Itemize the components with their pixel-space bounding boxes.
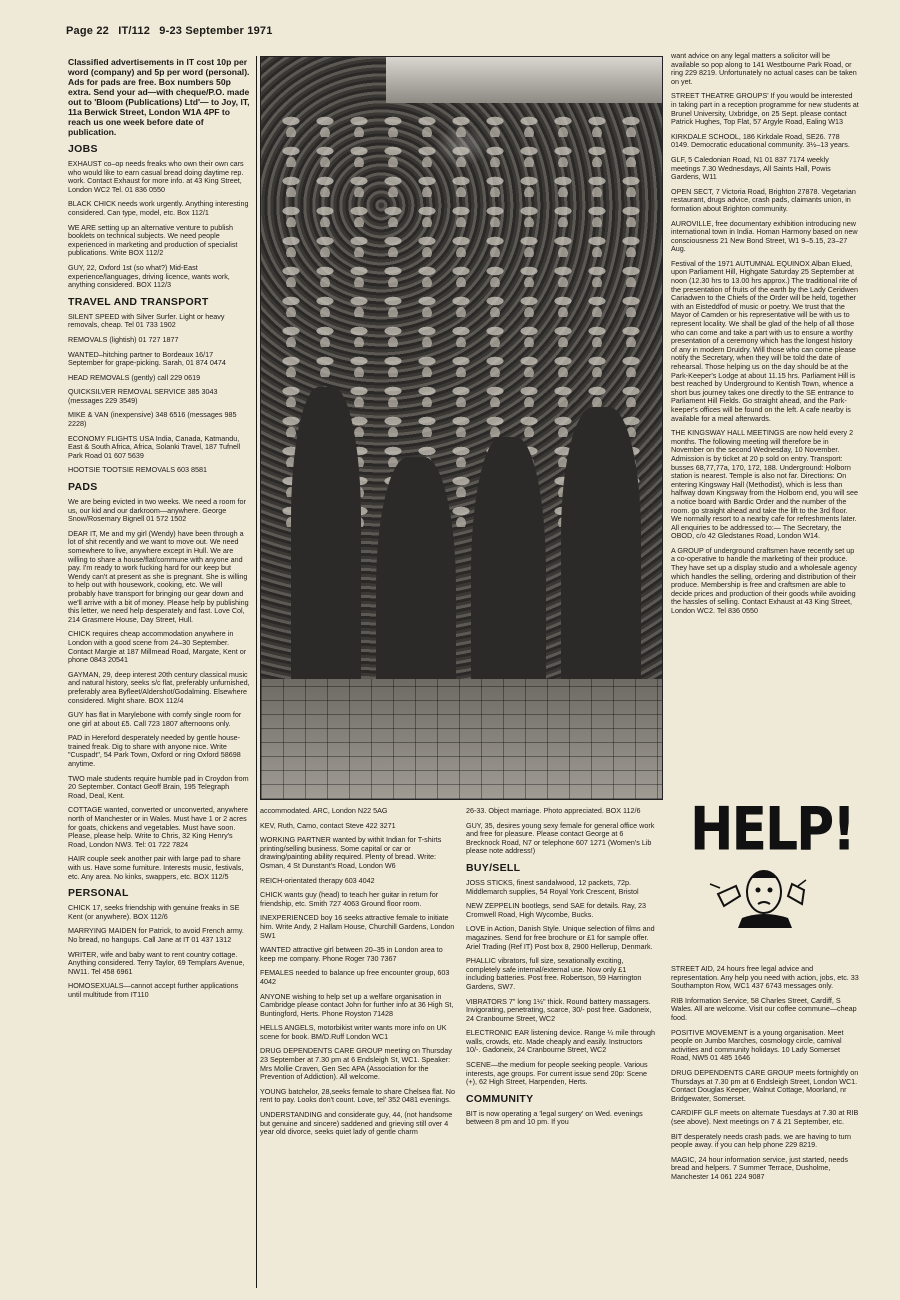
ad-item: WANTED attractive girl between 20–35 in London area to keep me company. Phone Roger 730 7367 xyxy=(260,945,443,963)
ad-item: JOSS STICKS, finest sandalwood, 12 packets, 72p. Middlemarch supplies, 54 Royal York Crescent, Bristol xyxy=(466,877,639,896)
section-heading-pads: PADS xyxy=(68,481,98,494)
ad-item: We are being evicted in two weeks. We need a room for us, our kid and our darkroom—anywhere. George Snow/Rosemary Bignell 01 572 1502 xyxy=(68,497,246,524)
ad-item: KEV, Ruth, Camo, contact Steve 422 3271 xyxy=(260,820,396,830)
ad-item: SILENT SPEED with Silver Surfer. Light or heavy removals, cheap. Tel 01 733 1902 xyxy=(68,311,225,330)
ad-item: GAYMAN, 29, deep interest 20th century classical music and natural history, seeks s/c flat, preferably unfurnished, preferably area Byfleet/Aldershot/Godalming. Elsewhere considered. Might share. BOX 112/4 xyxy=(68,669,250,705)
crowd-photograph xyxy=(260,56,663,800)
ad-item: A GROUP of underground craftsmen have recently set up a co-operative to handle the marketing of their produce. They have set up a display studio and a wholesale agency which handles the selling, ordering and distribution of their produce. Membership is free and craftsmen are able to decide prices and production of their goods while avoiding the hassles of selling. Contact Exhaust at 43 King Street, London WC2. Tel 836 0550 xyxy=(671,545,857,616)
ad-item: LOVE in Action, Danish Style. Unique selection of films and magazines. Send for free brochure or £1 for sample offer. Ariel Trading (Ref IT) Post box 8, 2900 Hellerup, Denmark. xyxy=(466,924,655,951)
ad-item: YOUNG batchelor, 28,seeks female to share Chelsea flat. No rent to pay. Looks don't count. Love, tel' 352 0481 evenings. xyxy=(260,1086,455,1105)
ad-item: WE ARE setting up an alternative venture to publish booklets on technical subjects. We need people experienced in marketing and production of specialist publications. Write BOX 112/2 xyxy=(68,222,238,258)
section-heading-personal: PERSONAL xyxy=(68,887,129,900)
ad-item: want advice on any legal matters a solicitor will be available so pop along to 141 Westbourne Park Road, or ring 229 8219. Unfortunately no actual cases can be taken on yet. xyxy=(671,52,857,86)
ad-item: CHICK requires cheap accommodation anywhere in London with a good scene from 24–30 September. Contact Margie at 187 Millmead Road, Margate, Kent or phone 0843 20541 xyxy=(68,629,247,665)
page-header xyxy=(66,25,279,37)
ad-item: HOMOSEXUALS—cannot accept further applications until multitude from IT110 xyxy=(68,981,239,999)
ad-item: HAIR couple seek another pair with large pad to share with us. Have some furniture. Interests music, festivals, etc. Any area. No kinks, swappers, etc. BOX 112/5 xyxy=(68,854,244,881)
help-headline: HELP! xyxy=(690,795,855,865)
ad-item: 26-33. Object marriage. Photo appreciated. BOX 112/6 xyxy=(466,807,641,815)
ad-item: HELLS ANGELS, motorbikist writer wants more info on UK scene for book. BM/D.Ruff London WC1 xyxy=(260,1023,447,1041)
section-heading-travel: TRAVEL AND TRANSPORT xyxy=(68,295,209,308)
classifieds-column-right-lower xyxy=(671,965,859,1289)
ad-item: EXHAUST co–op needs freaks who own their own cars who would like to earn casual bread doing daytime rep. work. Contact Exhaust for more info. at 43 King Street, London WC2 Tel. 01 836 0550 xyxy=(68,159,244,194)
ad-item: STREET AID, 24 hours free legal advice and representation. Any help you need with action, jobs, etc. 33 Southampton Row, WC1 437 6743 messages only. xyxy=(671,965,859,991)
ad-item: MIKE & VAN (inexpensive) 348 6516 (messages 985 2228) xyxy=(68,410,237,429)
ad-item: WORKING PARTNER wanted by withit Indian for T-shirts printing/selling business. Some capital or car or drawing/painting ability required. Plenty of bread. Write: Osman, 4 St Dunstant's Road, London W6 xyxy=(260,835,442,870)
ad-item: RIB Information Service, 58 Charles Street, Cardiff, S Wales. All are welcome. Visit our coffee commune—cheap food. xyxy=(671,995,857,1022)
page-number: Page 22 xyxy=(66,25,109,37)
classifieds-column-middle-b xyxy=(466,807,656,1289)
ad-item: DEAR IT, Me and my girl (Wendy) have been through a lot of shit recently and we want to move out. We need somewhere to live, anywhere except in Hull. We are willing to share a house/flat/commune with anyone and pay. I'm ready to work fucking hard for our keep but Wendy can't at present as she is pregnant. She is willing to help out with housework, cooking, etc. We will probably have transport for bringing our gear down and we'll arrive with a bit of money. Please help by publishing this letter, we need help desperately and fast. Love Col, 214 Grasmere House, Day Street, Hull. xyxy=(68,528,249,624)
ad-item: DRUG DEPENDENTS CARE GROUP meets fortnightly on Thursdays at 7.30 pm at 6 Endsleigh Street, London WC1. Contact Douglas Keeper, Walnut Cottage, Moorland, nr Bridgewater, Somerset. xyxy=(671,1067,859,1103)
ad-item: BIT is now operating a 'legal surgery' on Wed. evenings between 8 pm and 10 pm. If you xyxy=(466,1108,643,1127)
classifieds-column-right xyxy=(671,52,859,790)
ad-item: REICH-orientated therapy 603 4042 xyxy=(260,875,375,885)
ad-item: VIBRATORS 7" long 1½" thick. Round battery massagers. Invigorating, penetrating, scarce, 30/- post free. Gadoneix, 24 Cranbourne Street, WC2 xyxy=(466,996,652,1023)
ad-item: HOOTSIE TOOTSIE REMOVALS 603 8581 xyxy=(68,465,208,475)
issue-number: IT/112 xyxy=(118,25,151,37)
ad-item: accommodated. ARC, London N22 5AG xyxy=(260,807,388,815)
ad-item: PAD in Hereford desperately needed by gentle house-trained freak. Dig to share with anyone nice. Write "Cuspadt", 54 Park Town, Oxford or ring Oxford 58698 anytime. xyxy=(68,733,241,769)
ad-item: POSITIVE MOVEMENT is a young organisation. Meet people on Jumbo Marches, cosmology circle, carnival activities and community holidays. 10 Lady Somerset Road, NW5 01 485 1646 xyxy=(671,1027,844,1063)
ad-item: TWO male students require humble pad in Croydon from 20 September. Contact Geoff Brain, 195 Telegraph Road, Deal, Kent. xyxy=(68,773,249,800)
ad-item: ANYONE wishing to help set up a welfare organisation in Cambridge please contact John for further info at 36 High St, Buntingford, Herts. Phone Royston 71428 xyxy=(260,991,454,1018)
ad-item: STREET THEATRE GROUPS' If you would be interested in taking part in a reception programme for new students at Brunel University, Uxbridge, on 25 Sept. please contact Patrick Hughes, Top Flat, 57 Argyle Road, Ealing W13 xyxy=(671,91,859,127)
ad-item: QUICKSILVER REMOVAL SERVICE 385 3043 (messages 229 3549) xyxy=(68,387,218,405)
section-heading-community: COMMUNITY xyxy=(466,1092,534,1105)
ad-item: WANTED–hitching partner to Bordeaux 16/17 September for grape-picking. Sarah, 01 874 0474 xyxy=(68,349,226,368)
help-illustration xyxy=(690,795,855,930)
ad-item: WRITER, wife and baby want to rent country cottage. Anything considered. Terry Taylor, 69 Templars Avenue, NW11. Tel 458 6961 xyxy=(68,949,245,976)
photo-sky xyxy=(386,57,662,103)
ad-item: ECONOMY FLIGHTS USA India, Canada, Katmandu, East & South Africa, Africa, Solanki Travel, 187 Tufnell Park Road 01 607 5639 xyxy=(68,433,241,460)
ad-item: ELECTRONIC EAR listening device. Range ¼ mile through walls, crowds, etc. Made cheaply and easily. Instructors 10/-. Gadoneix, 24 Cranbourne Street, WC2 xyxy=(466,1028,655,1055)
ad-item: COTTAGE wanted, converted or unconverted, anywhere north of Manchester or in Wales. Must have 1 or 2 acres for goats, chickens and vegetables. Must have soon. Please, please help. Write to Chris, 32 King Henry's Road, London NW3. Tel: 01 722 7824 xyxy=(68,805,249,849)
ad-item: INEXPERIENCED boy 16 seeks attractive female to initiate him. Write Andy, 2 Hallam House, Churchill Gardens, London SW1 xyxy=(260,913,455,940)
section-heading-buysell: BUY/SELL xyxy=(466,861,521,874)
ad-item: NEW ZEPPELIN bootlegs, send SAE for details. Ray, 23 Cromwell Road, High Wycombe, Bucks. xyxy=(466,901,647,919)
ad-item: GUY has flat in Marylebone with comfy single room for one girl at about £5. Call 723 1807 afternoons only. xyxy=(68,710,242,728)
ad-item: REMOVALS (lightish) 01 727 1877 xyxy=(68,334,179,344)
ad-item: CARDIFF GLF meets on alternate Tuesdays at 7.30 at RIB (see above). Next meetings on 7 & 21 September, etc. xyxy=(671,1108,859,1126)
distressed-man-icon xyxy=(706,858,816,928)
ad-item: GUY, 35, desires young sexy female for general office work and free for pleasure. Please contact George at 6 Brecknock Road, N7 or telephone 607 1271 (Women's Lib please note address!) xyxy=(466,820,655,856)
ad-item: AUROVILLE, free documentary exhibition introducing new international town in India. Homan Harmony based on new consciousness 21 New Bond Street, W1 9–5.15, 23–27 Aug. xyxy=(671,218,858,254)
ad-item: HEAD REMOVALS (gently) call 229 0619 xyxy=(68,372,201,382)
ad-item: PHALLIC vibrators, full size, sexationally exciting, completely safe internal/external use. Now only £1 including batteries. Post free. Robertson, 59 Harrington Gardens, SW7. xyxy=(466,956,642,991)
ad-item: GLF, 5 Caledonian Road, N1 01 837 7174 weekly meetings 7.30 Wednesdays, All Saints Hall, Powis Gardens, W11 xyxy=(671,154,831,182)
ad-item: OPEN SECT, 7 Victoria Road, Brighton 27878. Vegetarian restaurant, drugs advice, crash pads, claimants union, in formation about Brighton community. xyxy=(671,186,856,213)
section-heading-jobs: JOBS xyxy=(68,143,98,155)
ad-item: KIRKDALE SCHOOL, 186 Kirkdale Road, SE26. 778 0149. Democratic educational community. 3½–13 years. xyxy=(671,131,850,150)
ad-item: GUY, 22, Oxford 1st (so what?) Mid-East experience/languages, driving licence, wants work, anything considered. BOX 112/3 xyxy=(68,262,230,290)
ad-item: Festival of the 1971 AUTUMNAL EQUINOX Alban Elued, upon Parliament Hill, Highgate Saturday 25 September at noon (12.30 hrs to 13.00 hrs approx.) The traditional rite of the presentation of fruits of the earth by the Lady Ceridwen Cariadwen to the Chiefs of the Order will be held, together with an Eisteddfod of music or poetry. We trust that the Mayor of Camden or his representative will be with us to represent locality. We shall be glad of the help of all those who can come and take a part with us to ensure a worthy presentation of a ceremony which has the longest history of any in modern Druidry. Will those who can come please notify the Secretary, when they will be told the date of rehearsal. Those helping us on the day should be at the Park-Keeper's Lodge at about 11.15 hrs. Parliament Hill is best reached by Underground to Kentish Town, whence a short bus journey takes one directly to the SE entrance to Parliament Hill Fields. Go straight ahead, and the Park-keeper's offices will be found on the left. A cafe nearby is available for a meal afterwards. xyxy=(671,258,858,423)
column-rule xyxy=(256,56,257,1288)
ad-item: BLACK CHICK needs work urgently. Anything interesting considered. Can type, model, etc. Box 112/1 xyxy=(68,199,249,217)
ad-item: FEMALES needed to balance up free encounter group, 603 4042 xyxy=(260,968,450,986)
issue-dates: 9-23 September 1971 xyxy=(159,25,273,37)
ad-item: UNDERSTANDING and considerate guy, 44, (not handsome but genuine and sincere) saddened and grieving still over 4 year old divorce, seeks quiet lady of gentle charm xyxy=(260,1110,453,1137)
ad-item: CHICK wants guy (head) to teach her guitar in return for friendship, etc. Smith 727 4063 Ground floor room. xyxy=(260,890,439,908)
classifieds-column-left xyxy=(68,57,250,1289)
ad-item: BIT desperately needs crash pads. we are having to turn people away. if you can help phone 229 8219. xyxy=(671,1131,852,1150)
ad-item: THE KINGSWAY HALL MEETINGS are now held every 2 months. The following meeting will therefore be in November on the second Wednesday, 10 November. Admission is by ticket at 20 p sold on entry. Transport: busses 68,77,77a, 170, 172, 188. Underground: Holborn station is nearest. Temple is also not far. Directions: On entering Kingsway Hall (Methodist), which is less than halfway down Kingsway from the Holborn end, you will see a notice board with Bardic Order and the number of the room. go straight ahead and take the lift to the 3rd floor. We normally resort to a nearby cafe for refreshments later. All enquiries to be addressed to:— The Secretary, the OBOD, c/o 42 Gledstanes Road, London W14. xyxy=(671,428,858,541)
photo-figure xyxy=(291,387,361,717)
ad-item: MARRYING MAIDEN for Patrick, to avoid French army. No bread, no hangups. Call Jane at IT 01 437 1312 xyxy=(68,926,244,944)
ad-item: SCENE—the medium for people seeking people. Various interests, age groups. For current issue send 20p: Scene (+), 62 High Street, Harpenden, Herts. xyxy=(466,1060,648,1087)
ad-item: DRUG DEPENDENTS CARE GROUP meeting on Thursday 23 September at 7.30 pm at 6 Endsleigh St, WC1. Speaker: Mrs Mollie Craven, Gen Sec APA (Association for the Prevention of Addiction). All welcome. xyxy=(260,1046,452,1082)
ad-item: CHICK 17, seeks friendship with genuine freaks in SE Kent (or anywhere). BOX 112/6 xyxy=(68,903,240,921)
classifieds-column-middle-a xyxy=(260,807,456,1289)
ad-item: MAGIC, 24 hour information service, just started, needs bread and helpers. 7 Summer Terrace, Dusholme, Manchester 14 061 224 9087 xyxy=(671,1154,848,1181)
photo-cobbled-street xyxy=(261,679,662,799)
classifieds-intro: Classified advertisements in IT cost 10p per word (company) and 5p per word (personal). Ads for pads are free. Box numbers 50p extra. Send your ad—with cheque/P.O. made out to 'Bloom (Publications) Ltd'— to Joy, IT, 11a Berwick Street, London W1A 4PF to reach us one week before date of publication. xyxy=(68,57,250,137)
